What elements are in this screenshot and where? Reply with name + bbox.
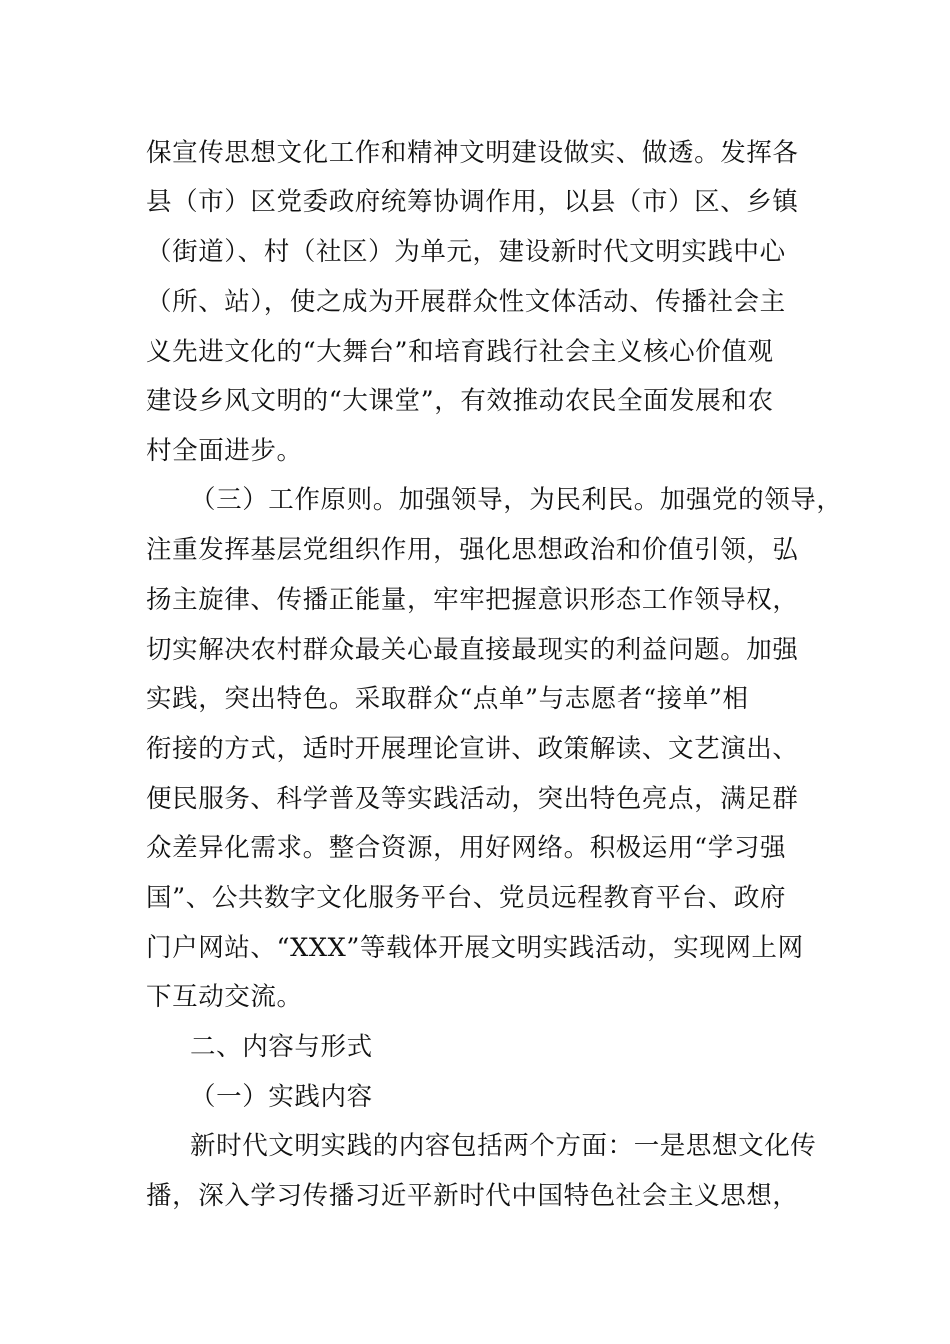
body-text-line: 便民服务、科学普及等实践活动，突出特色亮点，满足群 bbox=[146, 784, 799, 814]
body-text-line: 建设乡风文明的“大课堂”，有效推动农民全面发展和农 bbox=[146, 386, 774, 416]
body-text-line: 众差异化需求。整合资源，用好网络。积极运用“学习强 bbox=[146, 833, 787, 863]
body-text-line: 门户网站、“XXX”等载体开展文明实践活动，实现网上网 bbox=[146, 933, 804, 963]
body-text-line: （所、站），使之成为开展群众性文体活动、传播社会主 bbox=[146, 287, 786, 317]
body-text-line: 注重发挥基层党组织作用，强化思想政治和价值引领，弘 bbox=[146, 535, 799, 565]
section-principles-heading-line: （三）工作原则。加强领导，为民利民。加强党的领导， bbox=[190, 485, 843, 515]
body-text-line: 实践，突出特色。采取群众“点单”与志愿者“接单”相 bbox=[146, 684, 749, 714]
body-text-line: 扬主旋律、传播正能量，牢牢把握意识形态工作领导权， bbox=[146, 585, 799, 615]
body-text-line: 保宣传思想文化工作和精神文明建设做实、做透。发挥各 bbox=[146, 138, 799, 168]
body-text-line: 义先进文化的“大舞台”和培育践行社会主义核心价值观 bbox=[146, 337, 774, 367]
subsection-heading: （一）实践内容 bbox=[190, 1082, 373, 1112]
body-text-line: 国”、公共数字文化服务平台、党员远程教育平台、政府 bbox=[146, 883, 787, 913]
body-text-line: （街道）、村（社区）为单元，建设新时代文明实践中心 bbox=[146, 237, 786, 267]
body-text-line: 县（市）区党委政府统筹协调作用，以县（市）区、乡镇 bbox=[146, 187, 799, 217]
section-heading: 二、内容与形式 bbox=[190, 1032, 373, 1062]
body-text-line: 播，深入学习传播习近平新时代中国特色社会主义思想， bbox=[146, 1181, 799, 1211]
body-text-line: 村全面进步。 bbox=[146, 436, 303, 466]
body-text-line: 下互动交流。 bbox=[146, 982, 303, 1012]
body-text-line: 切实解决农村群众最关心最直接最现实的利益问题。加强 bbox=[146, 635, 799, 665]
body-text-line: 新时代文明实践的内容包括两个方面：一是思想文化传 bbox=[190, 1131, 817, 1161]
body-text-line: 衔接的方式，适时开展理论宣讲、政策解读、文艺演出、 bbox=[146, 734, 799, 764]
